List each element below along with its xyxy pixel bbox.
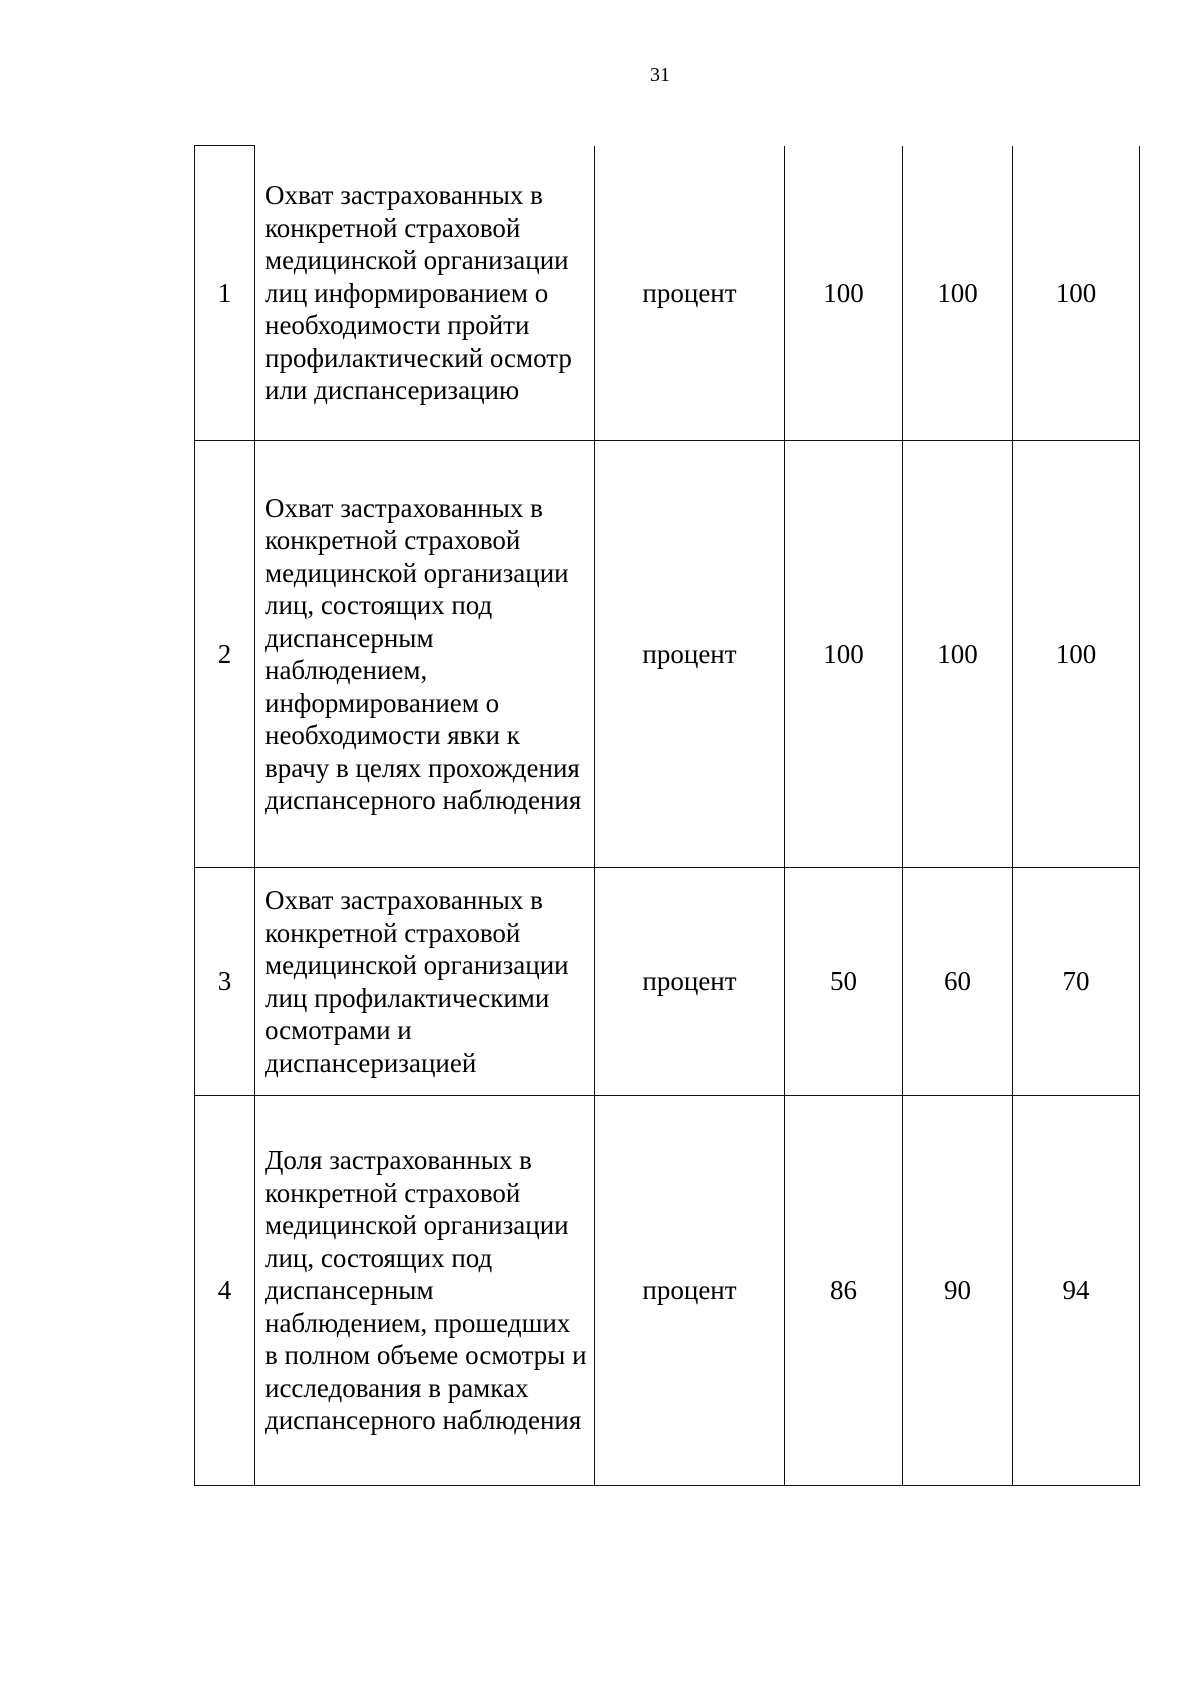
value-cell-3: 100 [1013,146,1140,441]
unit-cell: процент [595,146,785,441]
page-number: 31 [650,64,670,86]
row-number: 2 [195,441,255,868]
table-row [195,441,1140,868]
value-cell-3: 100 [1013,441,1140,868]
value-cell-2: 100 [903,441,1013,868]
indicator-description: Охват застрахованных в конкретной страховой медицинской организации лиц, состоящих под диспансерным наблюдением, информированием о необходимости явки к врачу в целях прохождения диспансерного наблюдения [255,441,595,868]
indicator-description: Охват застрахованных в конкретной страховой медицинской организации лиц профилактическими осмотрами и диспансеризацией [255,868,595,1096]
value-cell-1: 86 [785,1096,903,1486]
indicators-table [194,145,1140,1486]
value-cell-1: 100 [785,441,903,868]
table-row [195,868,1140,1096]
value-cell-3: 94 [1013,1096,1140,1486]
value-cell-2: 60 [903,868,1013,1096]
value-cell-2: 100 [903,146,1013,441]
unit-cell: процент [595,1096,785,1486]
row-number: 4 [195,1096,255,1486]
value-cell-3: 70 [1013,868,1140,1096]
indicator-description: Доля застрахованных в конкретной страховой медицинской организации лиц, состоящих под диспансерным наблюдением, прошедших в полном объеме осмотры и исследования в рамках диспансерного наблюдения [255,1096,595,1486]
unit-cell: процент [595,868,785,1096]
table-row [195,146,1140,441]
table-row [195,1096,1140,1486]
row-number: 3 [195,868,255,1096]
indicator-description: Охват застрахованных в конкретной страховой медицинской организации лиц информированием о необходимости пройти профилактический осмотр или диспансеризацию [255,146,595,441]
row-number: 1 [195,146,255,441]
value-cell-1: 100 [785,146,903,441]
value-cell-1: 50 [785,868,903,1096]
unit-cell: процент [595,441,785,868]
value-cell-2: 90 [903,1096,1013,1486]
